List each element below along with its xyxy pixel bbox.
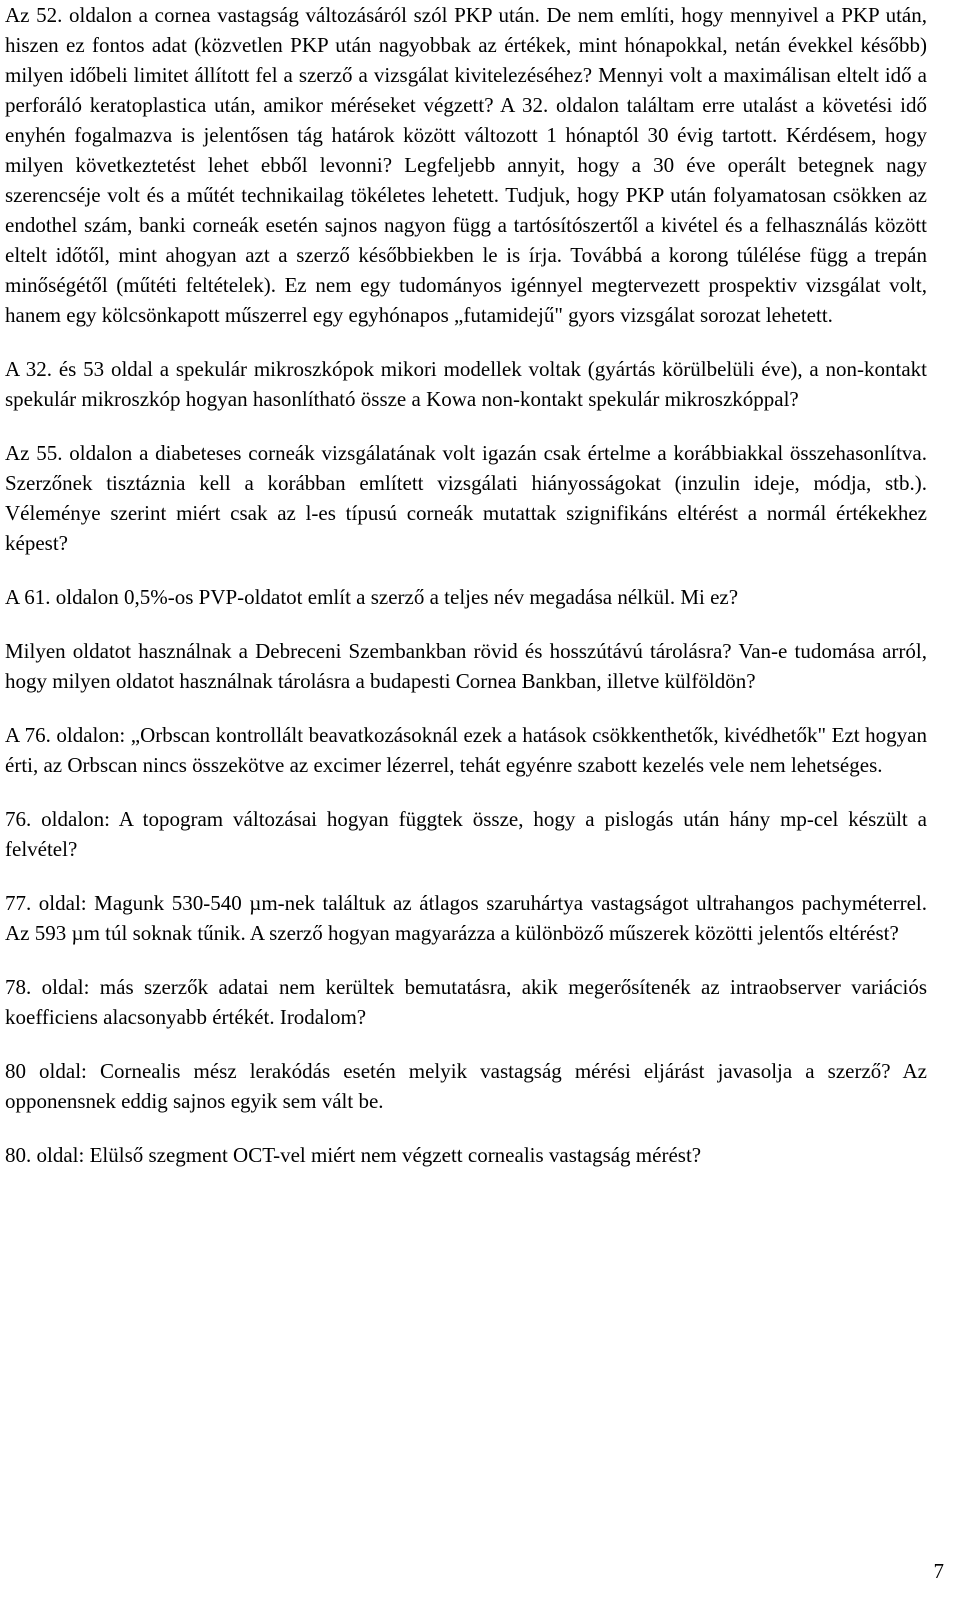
- paragraph-pachymetry: 77. oldal: Magunk 530-540 µm-nek találtuk az átlagos szaruhártya vastagságot ultrahangos pachyméterrel. Az 593 µm túl soknak tűnik. A szerző hogyan magyarázza a különböző műszerek közötti jelentős eltérést?: [5, 891, 927, 945]
- paragraph-specular-microscopes: A 32. és 53 oldal a spekulár mikroszkópok mikori modellek voltak (gyártás körülbelüli éve), a non-kontakt spekulár mikroszkóp hogyan hasonlítható össze a Kowa non-kontakt spekulár mikroszkóppal?: [5, 357, 927, 411]
- document-body: [5, 0, 927, 1194]
- paragraph-orbscan: A 76. oldalon: „Orbscan kontrollált beavatkozásoknál ezek a hatások csökkenthetők, kivédhetők" Ezt hogyan érti, az Orbscan nincs összekötve az excimer lézerrel, tehát egyénre szabott kezelés vele nem lehetséges.: [5, 723, 927, 777]
- paragraph-pvp-solution: A 61. oldalon 0,5%-os PVP-oldatot említ a szerző a teljes név megadása nélkül. Mi ez?: [5, 585, 739, 609]
- paragraph-storage-solutions: Milyen oldatot használnak a Debreceni Szembankban rövid és hosszútávú tárolásra? Van-e tudomása arról, hogy milyen oldatot használnak tárolásra a budapesti Cornea Bankban, illetve külföldön?: [5, 639, 927, 693]
- paragraph-intraobserver: 78. oldal: más szerzők adatai nem kerültek bemutatásra, akik megerősítenék az intraobserver variációs koefficiens alacsonyabb értékét. Irodalom?: [5, 975, 927, 1029]
- paragraph-diabetic-corneas: Az 55. oldalon a diabeteses corneák vizsgálatának volt igazán csak értelme a korábbiakkal összehasonlítva. Szerzőnek tisztáznia kell a korábban említett vizsgálati hiányosságokat (inzulin ideje, módja, stb.). Véleménye szerint miért csak az l-es típusú corneák mutattak szignifikáns eltérést a normál értékekhez képest?: [5, 441, 927, 555]
- paragraph-kpk-cornea-thickness: Az 52. oldalon a cornea vastagság változásáról szól PKP után. De nem említi, hogy mennyivel a PKP után, hiszen ez fontos adat (közvetlen PKP után nagyobbak az értékek, mint hónapokkal, netán évekkel később) milyen időbeli limitet állított fel a szerző a vizsgálat kivitelezéséhez? Mennyi volt a maximálisan eltelt idő a perforáló keratoplastica után, amikor méréseket végzett? A 32. oldalon találtam erre utalást a követési idő enyhén fogalmazva is jelentősen tág határok között változott 1 hónaptól 30 évig tartott. Kérdésem, hogy milyen következtetést lehet ebből levonni? Legfeljebb annyit, hogy a 30 éve operált betegnek nagy szerencséje volt és a műtét technikailag tökéletes lehetett. Tudjuk, hogy PKP után folyamatosan csökken az endothel szám, banki corneák esetén sajnos nagyon függ a tartósítószertől a kivétel és a felhasználás között eltelt időtől, mint ahogyan azt a szerző későbbiekben le is írja. Továbbá a korong túlélése függ a trepán minőségétől (műtéti feltételek). Ez nem egy tudományos igénnyel megtervezett prospektiv vizsgálat volt, hanem egy kölcsönkapott műszerrel egy egyhónapos „futamidejű" gyors vizsgálat sorozat lehetett.: [5, 3, 927, 327]
- paragraph-topogram: 76. oldalon: A topogram változásai hogyan függtek össze, hogy a pislogás után hány mp-cel készült a felvétel?: [5, 807, 927, 861]
- paragraph-oct: 80. oldal: Elülső szegment OCT-vel miért nem végzett cornealis vastagság mérést?: [5, 1143, 702, 1167]
- paragraph-calcium-deposit: 80 oldal: Cornealis mész lerakódás esetén melyik vastagság mérési eljárást javasolja a szerző? Az opponensnek eddig sajnos egyik sem vált be.: [5, 1059, 927, 1113]
- page-number: 7: [933, 1559, 944, 1583]
